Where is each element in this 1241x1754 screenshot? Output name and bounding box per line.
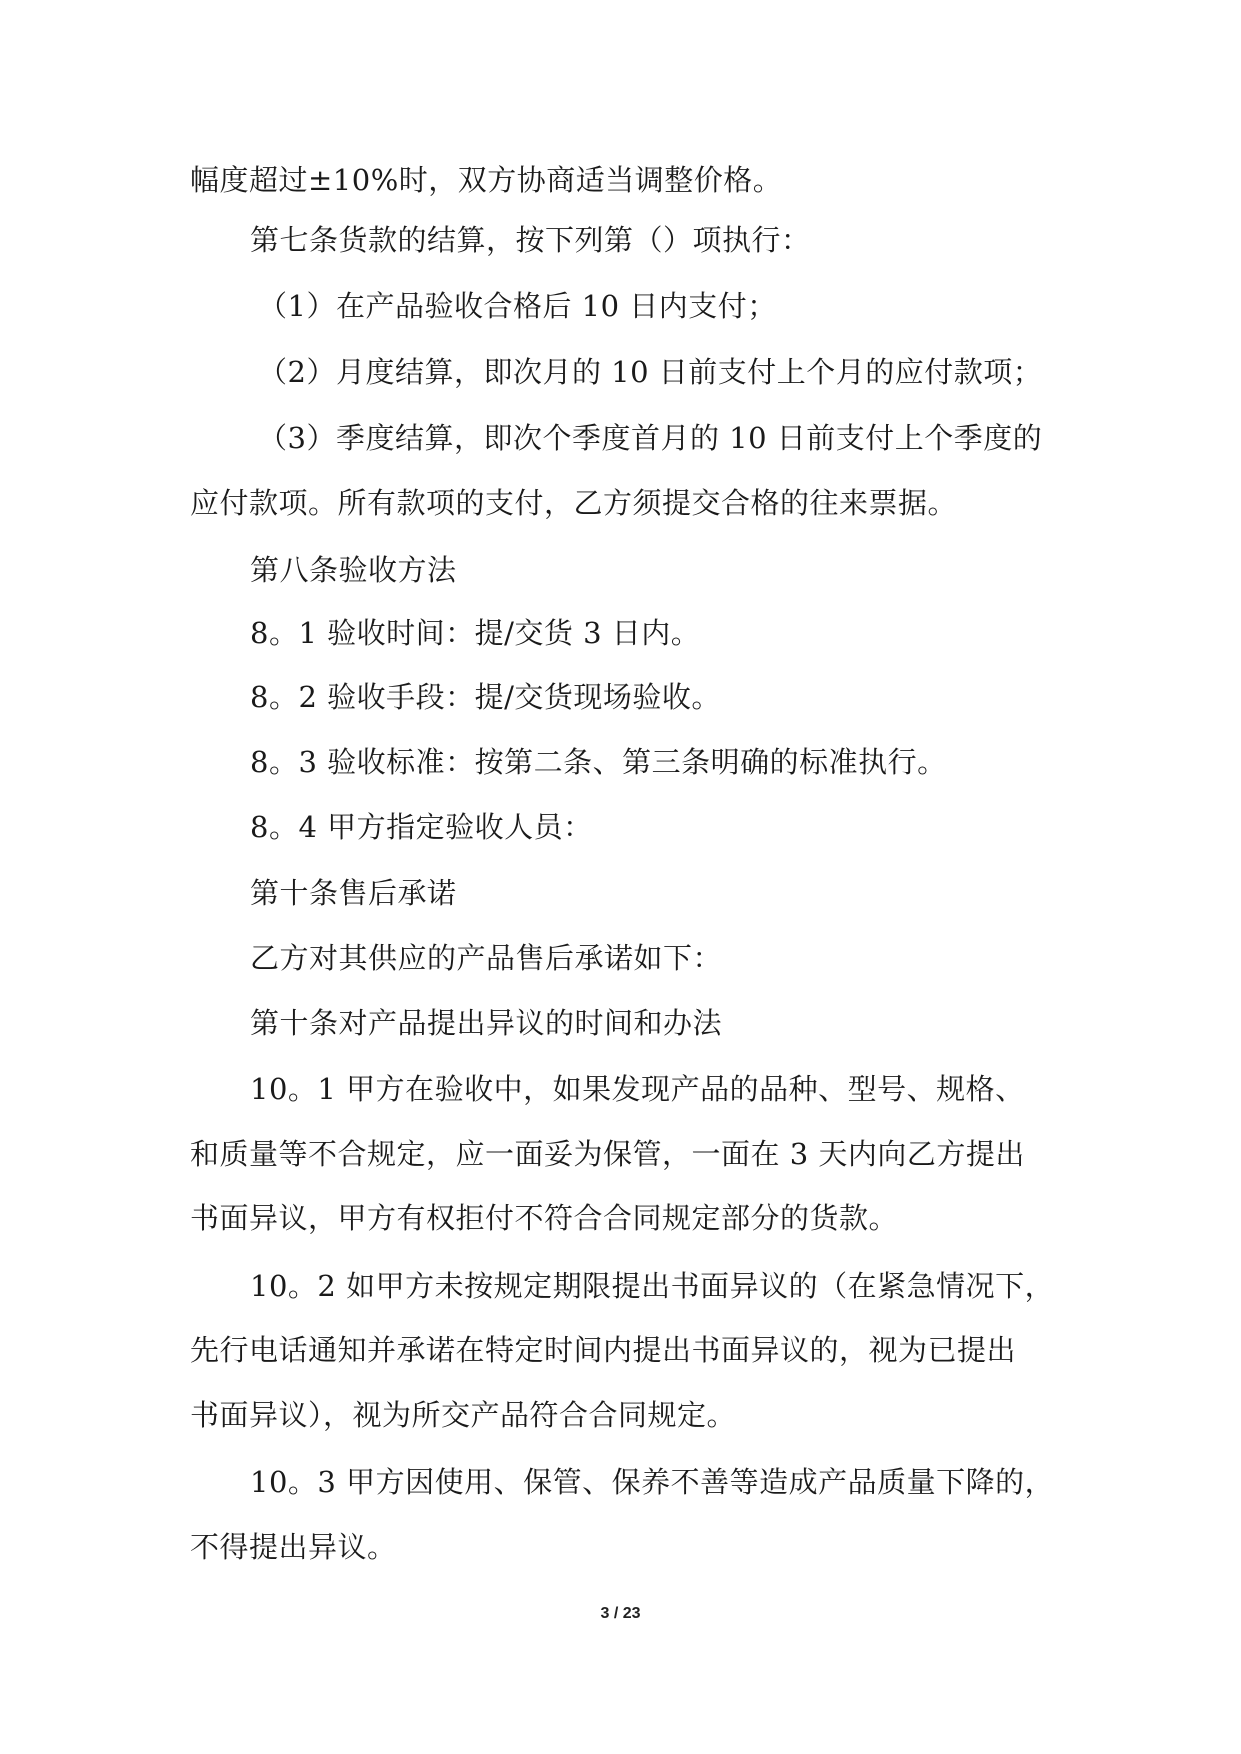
section-heading: 第十条售后承诺 bbox=[250, 876, 457, 910]
text-line: 不得提出异议。 bbox=[190, 1530, 397, 1564]
text-line: 幅度超过±10%时，双方协商适当调整价格。 bbox=[190, 163, 783, 197]
text-line: 10。3 甲方因使用、保管、保养不善等造成产品质量下降的， bbox=[250, 1465, 1055, 1499]
text-line: 书面异议，甲方有权拒付不符合合同规定部分的货款。 bbox=[190, 1201, 899, 1235]
text-line: （2）月度结算，即次月的 10 日前支付上个月的应付款项； bbox=[258, 355, 1043, 389]
text-line: 乙方对其供应的产品售后承诺如下： bbox=[250, 941, 723, 975]
text-line: 8。4 甲方指定验收人员： bbox=[250, 810, 593, 844]
text-line: 第七条货款的结算，按下列第（）项执行： bbox=[250, 223, 811, 257]
text-line: （3）季度结算，即次个季度首月的 10 日前支付上个季度的 bbox=[258, 421, 1043, 455]
text-line: 先行电话通知并承诺在特定时间内提出书面异议的，视为已提出 bbox=[190, 1333, 1017, 1367]
text-line: 10。2 如甲方未按规定期限提出书面异议的（在紧急情况下， bbox=[250, 1269, 1055, 1303]
text-line: 8。2 验收手段：提/交货现场验收。 bbox=[250, 680, 721, 714]
text-line: （1）在产品验收合格后 10 日内支付； bbox=[258, 289, 777, 323]
text-line: 和质量等不合规定，应一面妥为保管，一面在 3 天内向乙方提出 bbox=[190, 1137, 1025, 1171]
text-line: 应付款项。所有款项的支付，乙方须提交合格的往来票据。 bbox=[190, 486, 958, 520]
section-heading: 第十条对产品提出异议的时间和办法 bbox=[250, 1006, 723, 1040]
text-line: 10。1 甲方在验收中，如果发现产品的品种、型号、规格、 bbox=[250, 1072, 1025, 1106]
page-number: 3 / 23 bbox=[600, 1605, 641, 1622]
text-line: 书面异议），视为所交产品符合合同规定。 bbox=[190, 1398, 737, 1432]
text-line: 8。1 验收时间：提/交货 3 日内。 bbox=[250, 616, 701, 650]
section-heading: 第八条验收方法 bbox=[250, 553, 457, 587]
text-line: 8。3 验收标准：按第二条、第三条明确的标准执行。 bbox=[250, 745, 947, 779]
